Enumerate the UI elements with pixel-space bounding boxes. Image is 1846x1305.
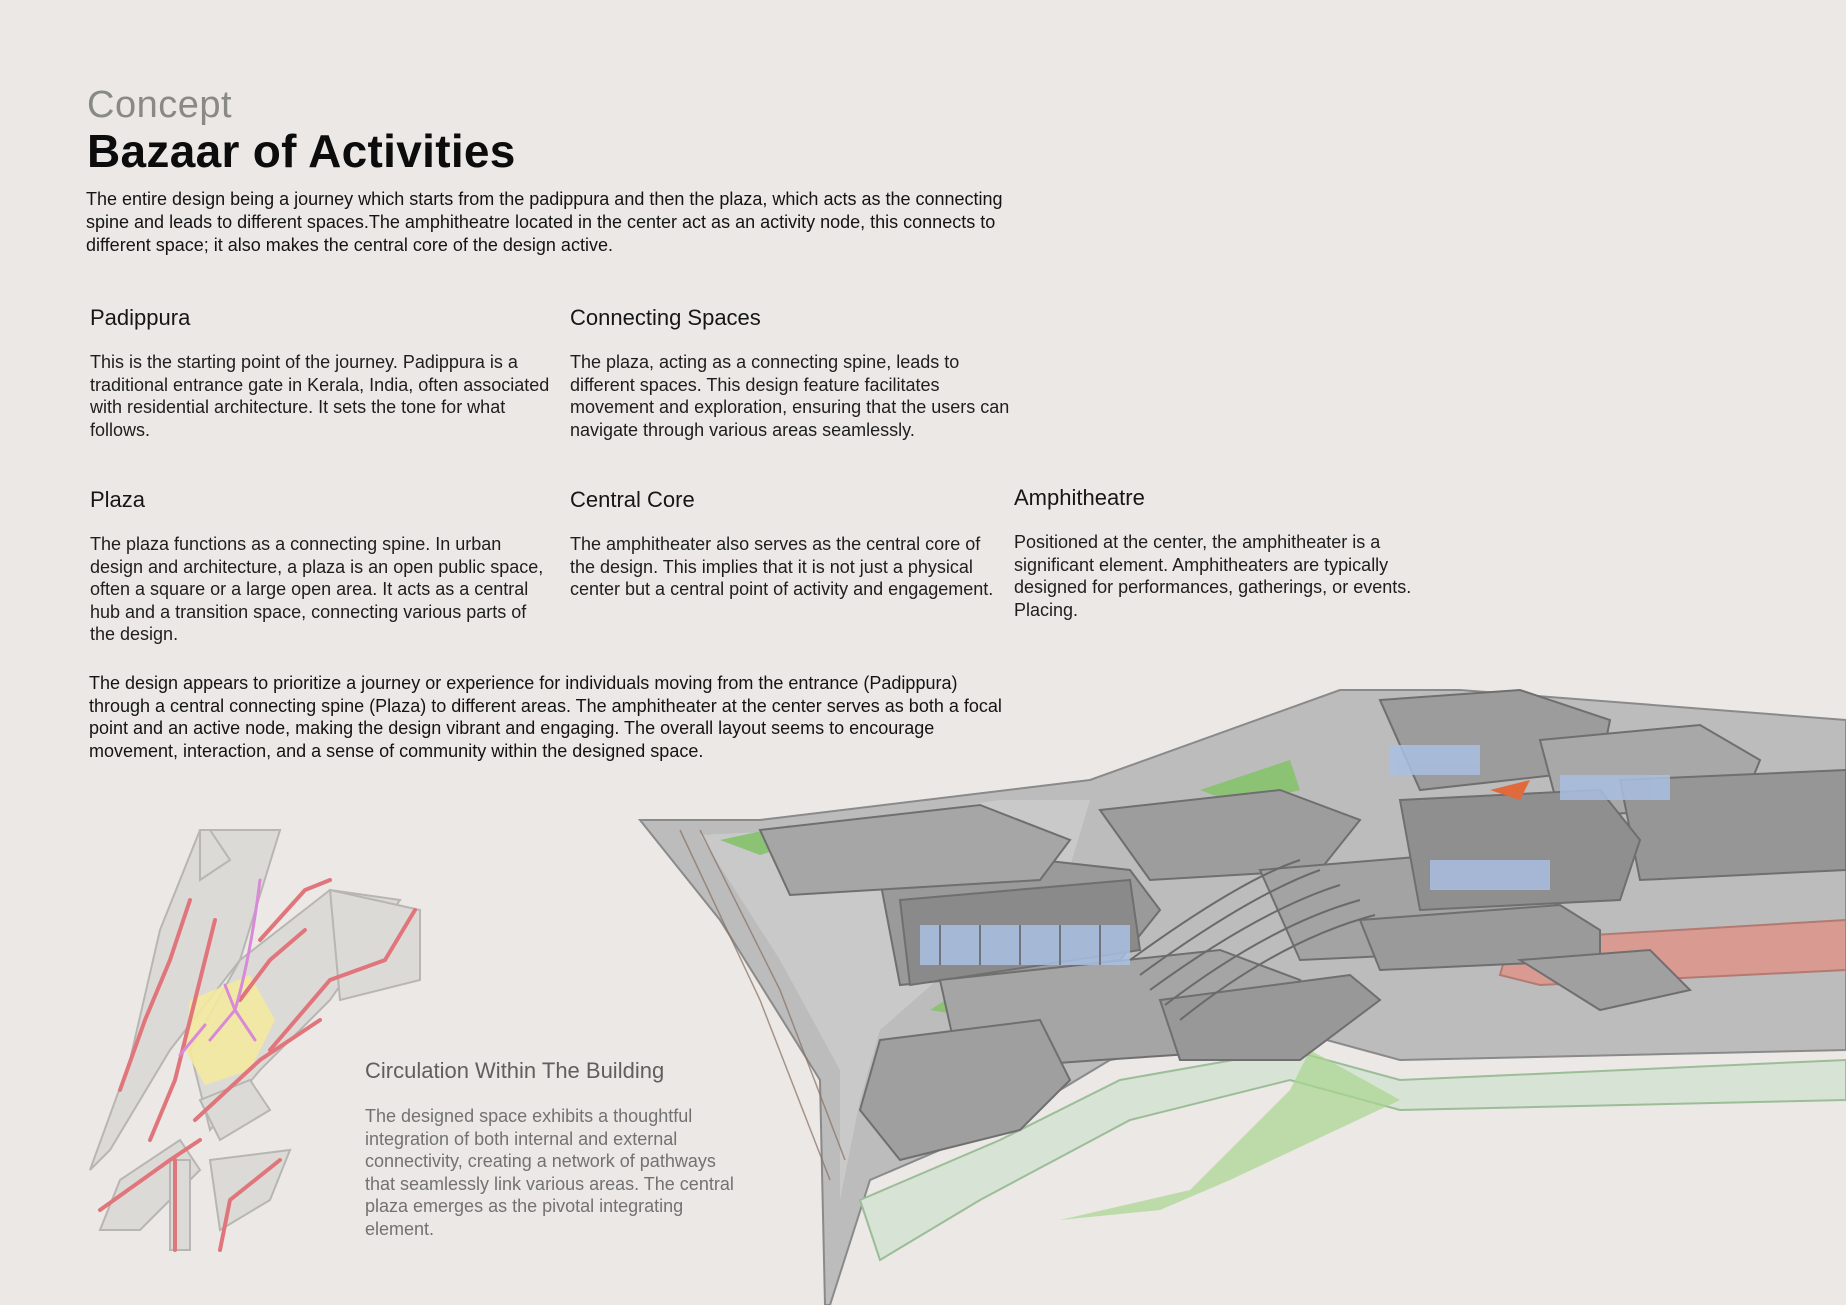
- page-title: Bazaar of Activities: [87, 125, 516, 177]
- intro-paragraph: The entire design being a journey which starts from the padippura and then the plaza, which acts as the connecting spine and leads to different spaces.The amphitheatre located in the center act as an activity node, this connects to different space; it also makes the central core of the design active.: [86, 189, 1003, 255]
- summary-paragraph: The design appears to prioritize a journey or experience for individuals moving from the entrance (Padippura) through a central connecting spine (Plaza) to different areas. The amphitheater at the center serves as both a focal point and an active node, making the design vibrant and engaging. The overall layout seems to encourage movement, interaction, and a sense of community within the designed space.: [89, 673, 1002, 761]
- section-heading: Amphitheatre: [1014, 485, 1145, 510]
- section-body: The amphitheater also serves as the central core of the design. This implies that it is not just a physical center but a central point of activity and engagement.: [570, 534, 994, 599]
- section-heading: Padippura: [90, 305, 191, 330]
- section-heading: Central Core: [570, 487, 695, 512]
- section-body: The plaza functions as a connecting spine. In urban design and architecture, a plaza is an open public space, often a square or a large open area. It acts as a central hub and a transition space, connecting various parts of the design.: [90, 534, 544, 644]
- circulation-heading: Circulation Within The Building: [365, 1058, 665, 1083]
- section-heading: Plaza: [90, 487, 146, 512]
- section-body: This is the starting point of the journey. Padippura is a traditional entrance gate in Kerala, India, often associated with residential architecture. It sets the tone for what follows.: [90, 352, 550, 440]
- section-body: Positioned at the center, the amphitheater is a significant element. Amphitheaters are typically designed for performances, gatherings, or events. Placing.: [1014, 532, 1412, 620]
- concept-kicker: Concept: [87, 84, 233, 126]
- circulation-body: The designed space exhibits a thoughtful integration of both internal and external connectivity, creating a network of pathways that seamlessly link various areas. The central plaza emerges as the pivotal integrating element.: [365, 1106, 734, 1239]
- section-heading: Connecting Spaces: [570, 305, 761, 330]
- section-body: The plaza, acting as a connecting spine, leads to different spaces. This design feature facilitates movement and exploration, ensuring that the users can navigate through various areas seamlessly.: [570, 352, 1010, 440]
